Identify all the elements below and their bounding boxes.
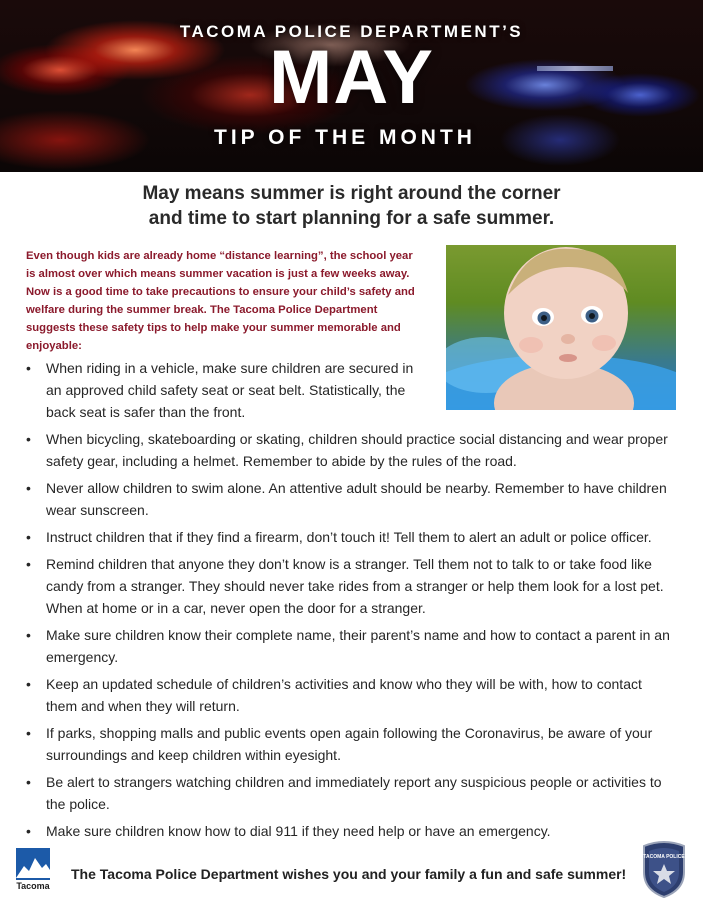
month-title: MAY [269,35,434,120]
city-logo-text: Tacoma [16,881,50,891]
tip-of-month-title: TIP OF THE MONTH [214,126,476,149]
list-item: • If parks, shopping malls and public events open again following the Coronavirus, be aware of your surroundings and keep children within eyesight. [26,722,676,766]
list-item: • Remind children that anyone they don’t know is a stranger. Tell them not to talk to or take food like candy from a stranger. They should never take rides from a stranger or help them look for a lost pet. When at home or in a car, never open the door for a stranger. [26,553,676,619]
safety-tips-list [26,357,676,847]
headline-line-1: May means summer is right around the corner [142,183,561,204]
list-item: • Never allow children to swim alone. An attentive adult should be nearby. Remember to have children wear sunscreen. [26,477,676,521]
headline-line-2: and time to start planning for a safe summer. [148,208,555,229]
footer-message: The Tacoma Police Department wishes you and your family a fun and safe summer! [71,866,627,882]
list-item: • Be alert to strangers watching children and immediately report any suspicious people or activities to the police. [26,771,676,815]
list-item: • When bicycling, skateboarding or skating, children should practice social distancing and wear proper safety gear, including a helmet. Remember to abide by the rules of the road. [26,428,676,472]
department-title: TACOMA POLICE DEPARTMENT’S [179,22,524,41]
list-item: • Instruct children that if they find a firearm, don’t touch it! Tell them to alert an adult or police officer. [26,526,676,548]
list-item: • Make sure children know their complete name, their parent’s name and how to contact a parent in an emergency. [26,624,676,668]
intro-paragraph: Even though kids are already home “distance learning”, the school year is almost over which means summer vacation is just a few weeks away. Now is a good time to take precautions to ensure your child’s safety and welfare during the summer break. The Tacoma Police Department suggests these safety tips to help make your summer memorable and enjoyable: [26,250,415,352]
tacoma-city-logo-icon [16,846,50,894]
list-item: • When riding in a vehicle, make sure children are secured in an approved child safety seat or seat belt. Statistically, the back seat is safer than the front. [26,357,428,423]
police-badge-icon [640,840,688,898]
badge-text: TACOMA POLICE [643,854,685,860]
page-headline [0,181,703,231]
list-item: • Make sure children know how to dial 911 if they need help or have an emergency. [26,820,676,842]
header-banner [0,0,703,172]
list-item: • Keep an updated schedule of children’s activities and know who they will be with, how to contact them and when they will return. [26,673,676,717]
